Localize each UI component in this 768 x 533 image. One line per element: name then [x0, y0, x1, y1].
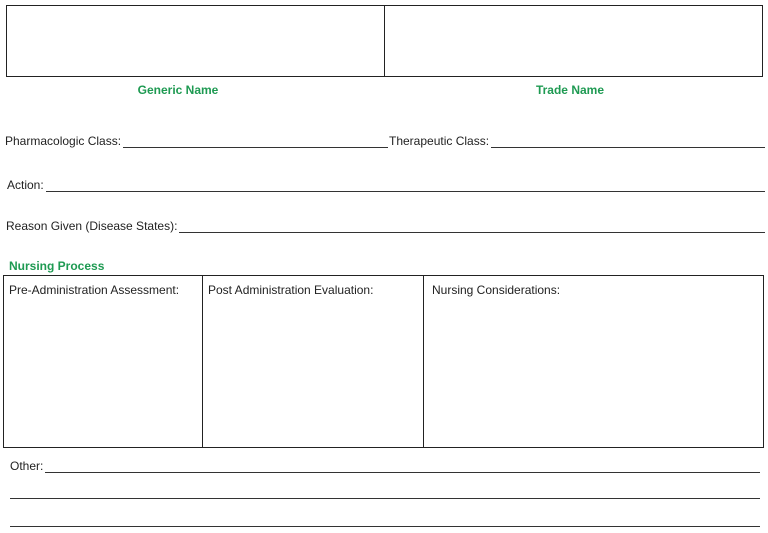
therapeutic-class-line[interactable]: [491, 136, 765, 148]
generic-name-box[interactable]: [6, 5, 385, 77]
nursing-considerations-cell[interactable]: [424, 276, 763, 447]
other-blank-line[interactable]: [10, 526, 760, 527]
action-label: Action:: [7, 178, 44, 192]
reason-given-field: [6, 219, 765, 233]
post-administration-label: Post Administration Evaluation:: [208, 283, 374, 297]
nursing-considerations-label: Nursing Considerations:: [432, 283, 561, 297]
generic-name-label: Generic Name: [137, 83, 219, 97]
other-label: Other:: [10, 459, 44, 473]
pharmacologic-class-field: [5, 134, 388, 148]
other-line[interactable]: [45, 461, 760, 473]
action-line[interactable]: [46, 180, 765, 192]
nursing-process-table: [3, 275, 764, 448]
post-administration-cell[interactable]: [203, 276, 424, 447]
pharmacologic-class-label: Pharmacologic Class:: [5, 134, 122, 148]
reason-given-label: Reason Given (Disease States):: [6, 219, 178, 233]
reason-given-line[interactable]: [179, 221, 765, 233]
therapeutic-class-label: Therapeutic Class:: [389, 134, 490, 148]
trade-name-box[interactable]: [384, 5, 763, 77]
pre-administration-cell[interactable]: [4, 276, 203, 447]
other-blank-line[interactable]: [10, 498, 760, 499]
therapeutic-class-field: [389, 134, 765, 148]
trade-name-label: Trade Name: [535, 83, 605, 97]
pharmacologic-class-line[interactable]: [123, 136, 388, 148]
nursing-process-title: Nursing Process: [9, 259, 105, 273]
pre-administration-label: Pre-Administration Assessment:: [9, 283, 180, 297]
action-field: [7, 178, 765, 192]
other-field: [10, 459, 760, 473]
